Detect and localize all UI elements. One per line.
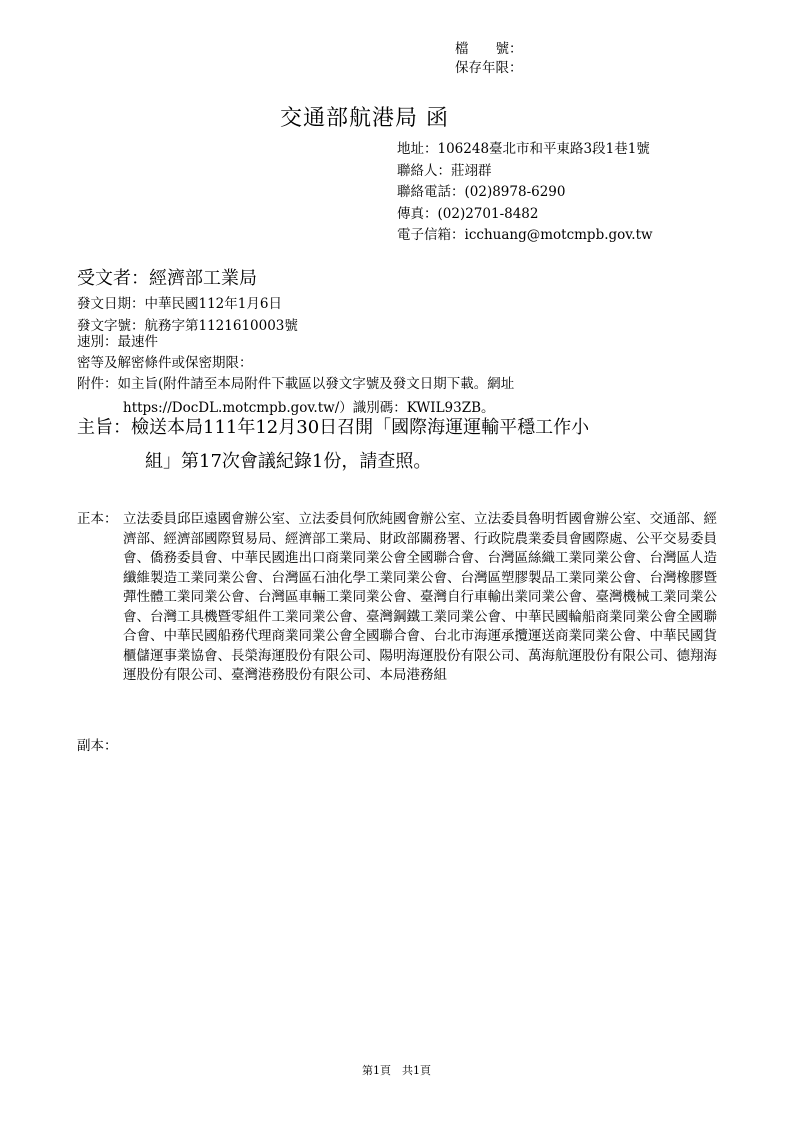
speed-category: 速別：最速件 (77, 334, 158, 350)
sender-address: 地址：106248臺北市和平東路3段1巷1號 (397, 141, 650, 157)
attachment-line-2: https://DocDL.motcmpb.gov.tw/）識別碼：KWIL93ZB。 (123, 400, 495, 416)
primary-recipients-list: 立法委員邱臣遠國會辦公室、立法委員何欣純國會辦公室、立法委員魯明哲國會辦公室、交通部、經濟部、經濟部國際貿易局、經濟部工業局、財政部關務署、行政院農業委員會國際處、公平交易委員會、僑務委員會、中華民國進出口商業同業公會全國聯合會、台灣區絲織工業同業公會、台灣區人造纖維製造工業同業公會、台灣區石油化學工業同業公會、台灣區塑膠製品工業同業公會、台灣橡膠暨彈性體工業同業公會、台灣區車輛工業同業公會、臺灣自行車輸出業同業公會、臺灣機械工業同業公會、台灣工具機暨零組件工業同業公會、臺灣鋼鐵工業同業公會、中華民國輪船商業同業公會全國聯合會、中華民國船務代理商業同業公會全國聯合會、台北市海運承攬運送商業同業公會、中華民國貨櫃儲運事業協會、長榮海運股份有限公司、陽明海運股份有限公司、萬海航運股份有限公司、德翔海運股份有限公司、臺灣港務股份有限公司、本局港務組 (123, 511, 717, 683)
sender-fax: 傳真：(02)2701-8482 (397, 205, 539, 222)
sender-contact: 聯絡人：莊翊群 (397, 162, 492, 179)
attachment-line-1: 附件：如主旨(附件請至本局附件下載區以發文字號及發文日期下載。網址 (77, 376, 515, 392)
primary-recipients-label: 正本： (77, 511, 118, 527)
document-title: 交通部航港局 函 (280, 106, 449, 131)
file-number-label: 檔 號： (455, 41, 523, 57)
subject-line-2: 組」第17次會議紀錄1份，請查照。 (145, 451, 432, 472)
subject (77, 411, 677, 479)
page-number: 第1頁 共1頁 (362, 1064, 431, 1077)
distribution-primary (77, 510, 720, 750)
document-number: 發文字號：航務字第1121610003號 (77, 318, 298, 334)
recipient: 受文者：經濟部工業局 (77, 268, 257, 289)
subject-line-1: 主旨：檢送本局111年12月30日召開「國際海運運輸平穩工作小 (77, 417, 590, 438)
copy-recipients-label: 副本： (77, 738, 118, 754)
classification: 密等及解密條件或保密期限： (77, 355, 253, 371)
retention-period-label: 保存年限： (455, 60, 523, 76)
sender-phone: 聯絡電話：(02)8978-6290 (397, 184, 566, 200)
issue-date: 發文日期：中華民國112年1月6日 (77, 296, 282, 312)
sender-info (397, 139, 653, 247)
sender-email: 電子信箱：icchuang@motcmpb.gov.tw (397, 227, 653, 243)
